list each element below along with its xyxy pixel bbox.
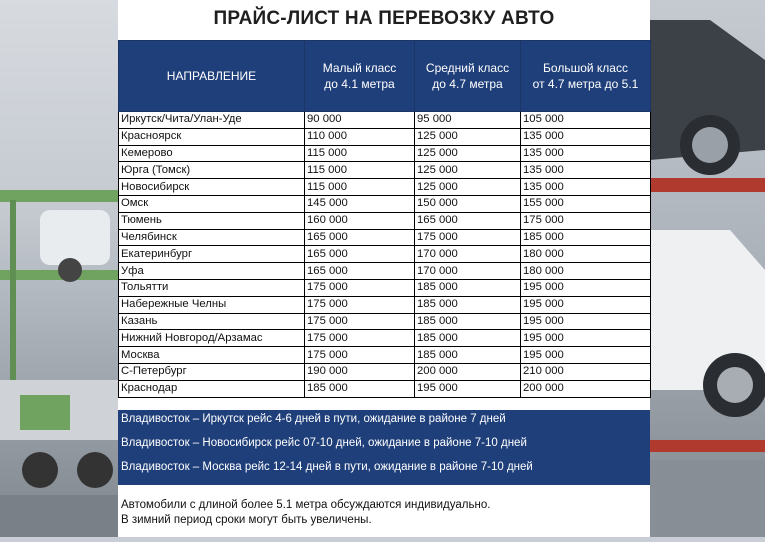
table-row	[119, 380, 651, 397]
table-row	[119, 195, 651, 212]
cell-city: Краснодар	[119, 380, 305, 397]
header-small-line2: до 4.1 метра	[324, 77, 395, 91]
header-medium-class	[415, 41, 521, 112]
routes-box	[118, 410, 650, 485]
cell-city: Набережные Челны	[119, 296, 305, 313]
cell-small: 165 000	[305, 246, 415, 263]
cell-large: 200 000	[521, 380, 651, 397]
table-row	[119, 246, 651, 263]
cell-large: 180 000	[521, 246, 651, 263]
table-row	[119, 279, 651, 296]
table-row	[119, 162, 651, 179]
cell-medium: 150 000	[415, 195, 521, 212]
cell-city: Тюмень	[119, 212, 305, 229]
cell-small: 185 000	[305, 380, 415, 397]
cell-medium: 185 000	[415, 313, 521, 330]
cell-large: 195 000	[521, 296, 651, 313]
cell-city: Москва	[119, 347, 305, 364]
cell-medium: 125 000	[415, 128, 521, 145]
header-direction: НАПРАВЛЕНИЕ	[119, 41, 305, 112]
cell-medium: 165 000	[415, 212, 521, 229]
cell-large: 210 000	[521, 363, 651, 380]
header-small-line1: Малый класс	[322, 61, 397, 75]
cell-large: 105 000	[521, 112, 651, 129]
background-photo-left	[0, 0, 118, 537]
table-row	[119, 313, 651, 330]
table-header-row	[119, 41, 651, 112]
cell-small: 115 000	[305, 179, 415, 196]
cell-large: 195 000	[521, 313, 651, 330]
cell-small: 190 000	[305, 363, 415, 380]
cell-city: Казань	[119, 313, 305, 330]
cell-city: Новосибирск	[119, 179, 305, 196]
cell-small: 160 000	[305, 212, 415, 229]
table-row	[119, 145, 651, 162]
cell-large: 135 000	[521, 162, 651, 179]
cell-medium: 95 000	[415, 112, 521, 129]
note-length: Автомобили с длиной более 5.1 метра обсуждаются индивидуально.	[121, 499, 491, 511]
cell-small: 175 000	[305, 279, 415, 296]
cell-city: Челябинск	[119, 229, 305, 246]
table-row	[119, 229, 651, 246]
cell-medium: 185 000	[415, 330, 521, 347]
cell-medium: 170 000	[415, 246, 521, 263]
cell-small: 115 000	[305, 145, 415, 162]
table-row	[119, 296, 651, 313]
cell-medium: 125 000	[415, 179, 521, 196]
cell-small: 110 000	[305, 128, 415, 145]
cell-city: Екатеринбург	[119, 246, 305, 263]
cell-small: 175 000	[305, 313, 415, 330]
cell-medium: 185 000	[415, 347, 521, 364]
cell-city: Нижний Новгород/Арзамас	[119, 330, 305, 347]
cell-large: 195 000	[521, 279, 651, 296]
cell-large: 175 000	[521, 212, 651, 229]
price-table	[118, 40, 651, 398]
header-large-line2: от 4.7 метра до 5.1	[532, 77, 639, 91]
table-row	[119, 363, 651, 380]
cell-large: 185 000	[521, 229, 651, 246]
table-row	[119, 179, 651, 196]
cell-medium: 170 000	[415, 263, 521, 280]
cell-large: 155 000	[521, 195, 651, 212]
header-medium-line1: Средний класс	[425, 61, 510, 75]
cell-small: 115 000	[305, 162, 415, 179]
cell-large: 135 000	[521, 128, 651, 145]
cell-small: 145 000	[305, 195, 415, 212]
cell-medium: 200 000	[415, 363, 521, 380]
background-photo-right	[650, 0, 765, 537]
header-medium-line2: до 4.7 метра	[432, 77, 503, 91]
cell-large: 135 000	[521, 145, 651, 162]
cell-medium: 175 000	[415, 229, 521, 246]
cell-medium: 125 000	[415, 145, 521, 162]
cell-large: 195 000	[521, 347, 651, 364]
header-large-line1: Большой класс	[543, 61, 628, 75]
car-transporter-photo-right	[650, 0, 765, 537]
cell-medium: 185 000	[415, 296, 521, 313]
cell-small: 175 000	[305, 330, 415, 347]
cell-medium: 195 000	[415, 380, 521, 397]
cell-city: Юрга (Томск)	[119, 162, 305, 179]
table-row	[119, 212, 651, 229]
cell-small: 175 000	[305, 347, 415, 364]
table-row	[119, 112, 651, 129]
cell-city: Иркутск/Чита/Улан-Уде	[119, 112, 305, 129]
cell-small: 90 000	[305, 112, 415, 129]
cell-medium: 185 000	[415, 279, 521, 296]
table-row	[119, 128, 651, 145]
table-row	[119, 347, 651, 364]
route-novosibirsk: Владивосток – Новосибирск рейс 07-10 дней, ожидание в районе 7-10 дней	[121, 437, 527, 449]
cell-large: 195 000	[521, 330, 651, 347]
car-transporter-photo	[0, 0, 118, 537]
note-winter: В зимний период сроки могут быть увеличены.	[121, 514, 372, 526]
cell-small: 175 000	[305, 296, 415, 313]
table-row	[119, 263, 651, 280]
table-row	[119, 330, 651, 347]
cell-large: 135 000	[521, 179, 651, 196]
header-large-class	[521, 41, 651, 112]
cell-city: Уфа	[119, 263, 305, 280]
cell-medium: 125 000	[415, 162, 521, 179]
cell-city: Красноярск	[119, 128, 305, 145]
cell-small: 165 000	[305, 229, 415, 246]
header-small-class	[305, 41, 415, 112]
cell-small: 165 000	[305, 263, 415, 280]
cell-city: С-Петербург	[119, 363, 305, 380]
cell-large: 180 000	[521, 263, 651, 280]
page-title: ПРАЙС-ЛИСТ НА ПЕРЕВОЗКУ АВТО	[213, 8, 555, 29]
cell-city: Омск	[119, 195, 305, 212]
route-moscow: Владивосток – Москва рейс 12-14 дней в пути, ожидание в районе 7-10 дней	[121, 461, 533, 473]
route-irkutsk: Владивосток – Иркутск рейс 4-6 дней в пути, ожидание в районе 7 дней	[121, 413, 506, 425]
price-table-body	[119, 112, 651, 398]
notes	[118, 498, 650, 528]
cell-city: Тольятти	[119, 279, 305, 296]
cell-city: Кемерово	[119, 145, 305, 162]
